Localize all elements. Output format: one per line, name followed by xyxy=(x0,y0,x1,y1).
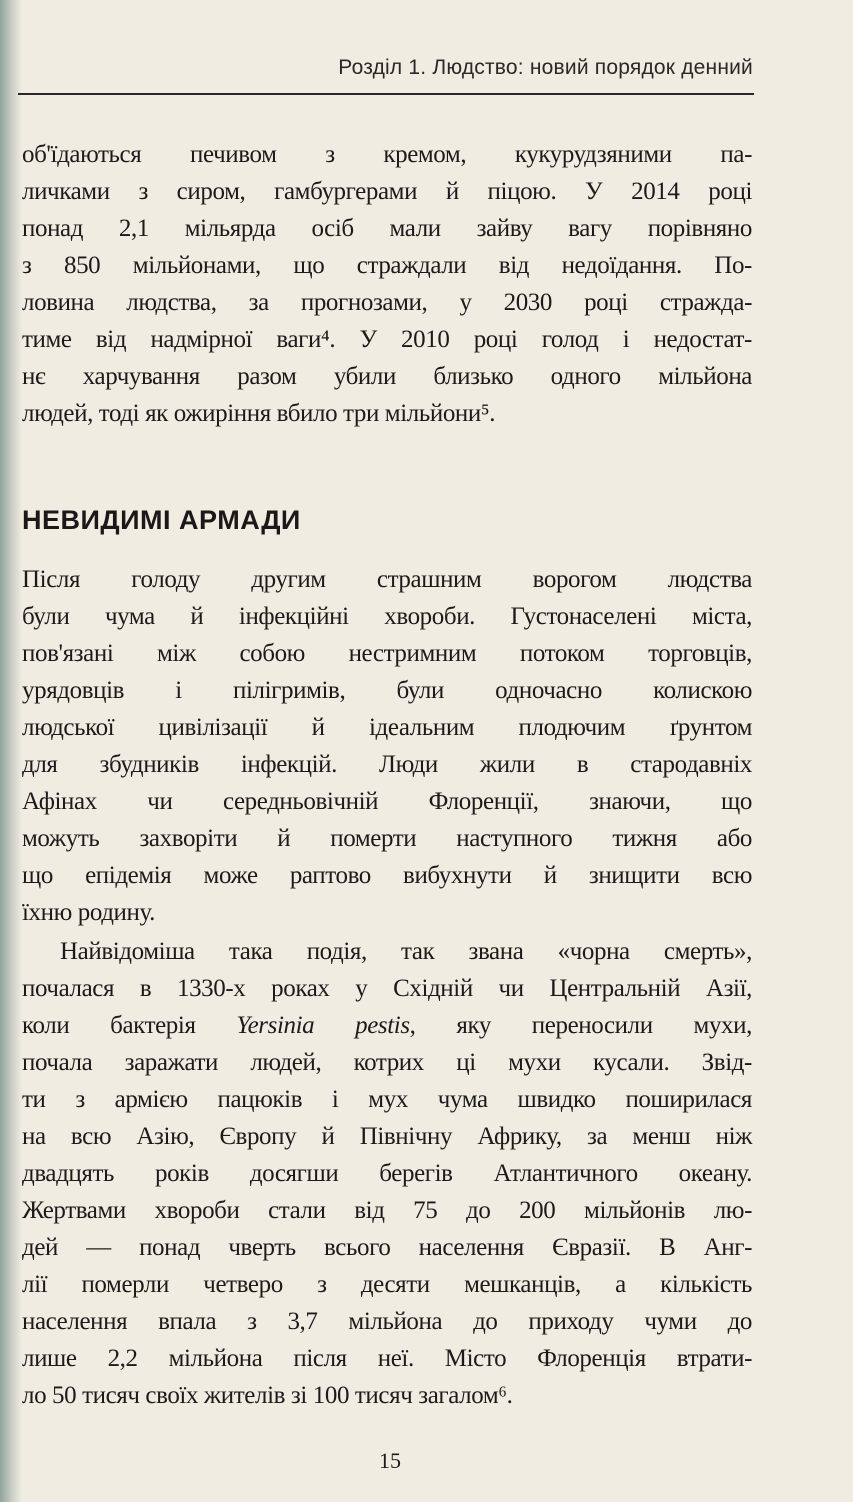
text-line: ло 50 тисяч своїх жителів зі 100 тисяч загалом⁶. xyxy=(22,1382,513,1409)
text-line: Афінах чи середньовічній Флоренції, знаючи, що xyxy=(22,788,752,815)
paragraph-3 xyxy=(22,933,752,1414)
text-line: ловина людства, за прогнозами, у 2030 році стражда- xyxy=(22,289,752,316)
text-segment: коли бактерія xyxy=(22,1012,237,1039)
italic-species-name: Yersinia pestis xyxy=(236,1012,410,1039)
text-line: почала заражати людей, котрих ці мухи кусали. Звід- xyxy=(22,1049,752,1076)
text-line: можуть захворіти й померти наступного тижня або xyxy=(22,825,752,852)
text-line: для збудників інфекцій. Люди жили в стародавніх xyxy=(22,751,752,778)
text-line: Найвідоміша така подія, так звана «чорна смерть», xyxy=(60,938,752,965)
header-rule xyxy=(18,93,754,95)
page-number: 15 xyxy=(379,1448,401,1473)
text-line: тиме від надмірної ваги⁴. У 2010 році голод і недостат- xyxy=(22,326,752,353)
text-line: личками з сиром, гамбургерами й піцою. У 2014 році xyxy=(22,178,752,205)
text-line: їхню родину. xyxy=(22,899,155,926)
text-line: почалася в 1330-х роках у Східній чи Центральній Азії, xyxy=(22,975,752,1002)
text-line: двадцять років досягши берегів Атлантичного океану. xyxy=(22,1160,752,1187)
text-line: з 850 мільйонами, що страждали від недоїдання. По- xyxy=(22,252,752,279)
text-line: урядовців і пілігримів, були одночасно колискою xyxy=(22,677,752,704)
text-line: дей — понад чверть всього населення Євразії. В Анг- xyxy=(22,1234,752,1261)
text-line: понад 2,1 мільярда осіб мали зайву вагу порівняно xyxy=(22,215,752,242)
page-gutter-shadow xyxy=(0,0,22,1502)
text-line: Жертвами хвороби стали від 75 до 200 мільйонів лю- xyxy=(22,1197,752,1224)
text-line: нє харчування разом убили близько одного мільйона xyxy=(22,363,752,390)
text-line: людей, тоді як ожиріння вбило три мільйони⁵. xyxy=(22,400,496,427)
text-line xyxy=(22,1007,752,1044)
paragraph-2 xyxy=(22,561,752,931)
text-line: пов'язані між собою нестримним потоком торговців, xyxy=(22,640,752,667)
paragraph-1 xyxy=(22,136,752,432)
text-line: ти з армією пацюків і мух чума швидко поширилася xyxy=(22,1086,752,1113)
text-line: населення впала з 3,7 мільйона до приходу чуми до xyxy=(22,1308,752,1335)
text-line: що епідемія може раптово вибухнути й знищити всю xyxy=(22,862,752,889)
text-line: лії померли четверо з десяти мешканців, а кількість xyxy=(22,1271,752,1298)
text-line: лише 2,2 мільйона після неї. Місто Флоренція втрати- xyxy=(22,1345,752,1372)
text-line: об'їдаються печивом з кремом, кукурудзяними па- xyxy=(22,141,752,168)
text-line: Після голоду другим страшним ворогом людства xyxy=(22,566,752,593)
text-segment: , яку переносили мухи, xyxy=(409,1012,752,1039)
text-line: людської цивілізації й ідеальним плодючим ґрунтом xyxy=(22,714,752,741)
text-line: на всю Азію, Європу й Північну Африку, за менш ніж xyxy=(22,1123,752,1150)
text-line: були чума й інфекційні хвороби. Густонаселені міста, xyxy=(22,603,752,630)
section-heading: НЕВИДИМІ АРМАДИ xyxy=(22,505,301,535)
running-head: Розділ 1. Людство: новий порядок денний xyxy=(338,56,753,79)
